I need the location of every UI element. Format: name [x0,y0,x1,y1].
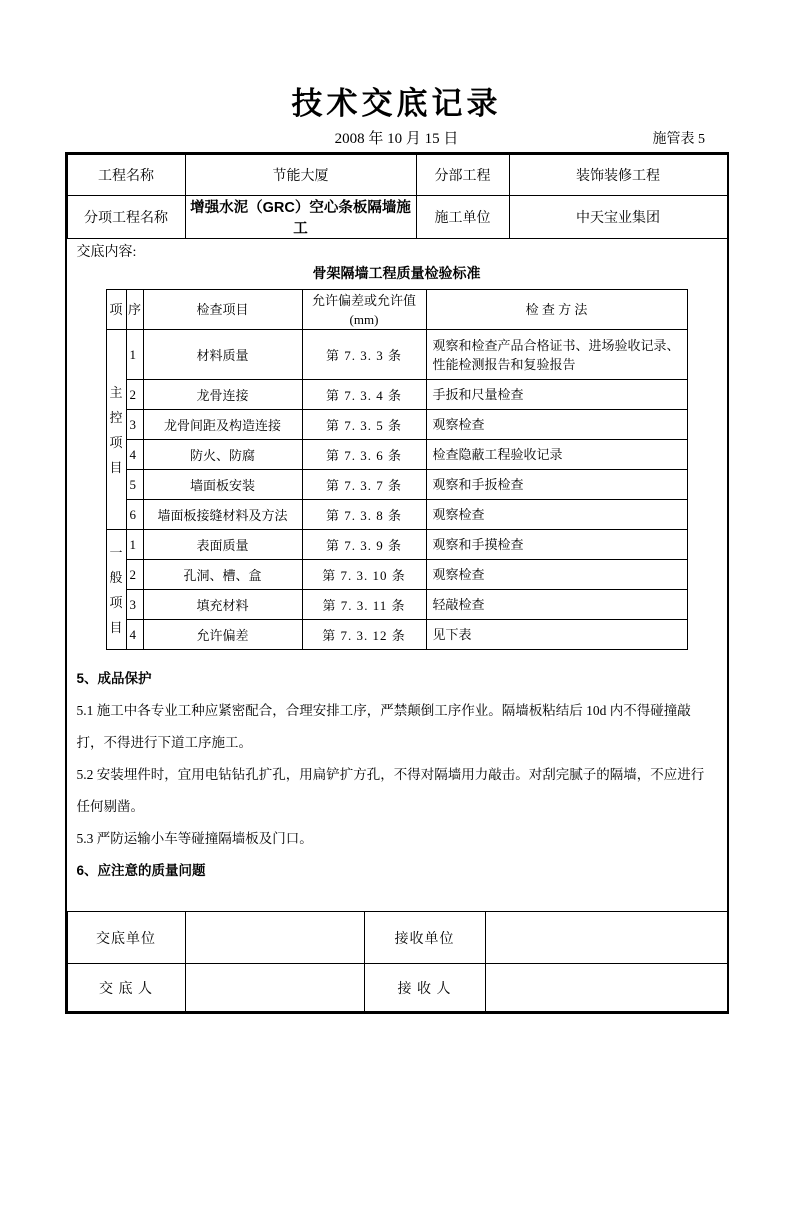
section-heading-5: 5、成品保护 [76,671,152,686]
paragraph-5-1: 5.1 施工中各专业工种应紧密配合，合理安排工序，严禁颠倒工序作业。隔墙板粘结后 10d 内不得碰撞敲打，不得进行下道工序施工。 [76,703,691,750]
row-seq: 2 [126,560,143,590]
division-work-value: 装饰装修工程 [509,155,727,196]
date-row [0,130,793,148]
discloser-value[interactable] [185,964,364,1012]
document-frame [65,152,729,1014]
col-header-tolerance [302,290,426,330]
division-work-label: 分部工程 [416,155,509,196]
page-title: 技术交底记录 [291,86,502,121]
section-heading-6: 6、应注意的质量问题 [76,863,206,878]
row-method: 观察检查 [426,560,687,590]
col-header-seq: 序 [126,290,143,330]
table-row [106,620,687,650]
row-seq: 5 [126,470,143,500]
row-check-item: 允许偏差 [143,620,302,650]
quality-table-title: 骨架隔墙工程质量检验标准 [312,265,481,281]
row-tolerance: 第 7. 3. 10 条 [302,560,426,590]
table-row [106,560,687,590]
table-row [106,440,687,470]
row-seq: 1 [126,530,143,560]
row-check-item: 墙面板接缝材料及方法 [143,500,302,530]
project-name-label: 工程名称 [67,155,185,196]
table-row [106,330,687,380]
disclosure-content-cell [67,239,727,911]
row-check-item: 表面质量 [143,530,302,560]
row-tolerance: 第 7. 3. 6 条 [302,440,426,470]
row-check-item: 防火、防腐 [143,440,302,470]
row-seq: 4 [126,440,143,470]
row-method: 观察和手扳检查 [426,470,687,500]
col-header-check-item: 检查项目 [143,290,302,330]
signature-row-units [67,912,727,964]
row-method: 检查隐蔽工程验收记录 [426,440,687,470]
row-seq: 4 [126,620,143,650]
table-row [106,410,687,440]
subproject-name-value: 增强水泥（GRC）空心条板隔墙施工 [185,196,416,239]
discloser-label: 交 底 人 [67,964,185,1012]
row-seq: 6 [126,500,143,530]
signature-table [67,911,728,1012]
receiving-unit-label: 接收单位 [364,912,485,964]
row-check-item: 填充材料 [143,590,302,620]
paragraph-5-3: 5.3 严防运输小车等碰撞隔墙板及门口。 [76,831,313,846]
row-method: 观察和手摸检查 [426,530,687,560]
row-tolerance: 第 7. 3. 11 条 [302,590,426,620]
row-method: 轻敲检查 [426,590,687,620]
notes-section [77,663,717,887]
signature-row-persons [67,964,727,1012]
construction-unit-value: 中天宝业集团 [509,196,727,239]
document-date: 2008 年 10 月 15 日 [334,131,459,147]
quality-standard-table [106,289,688,650]
project-info-table [67,154,728,239]
row-seq: 3 [126,590,143,620]
construction-unit-label: 施工单位 [416,196,509,239]
document-page [0,86,793,1208]
receiver-label: 接 收 人 [364,964,485,1012]
row-method: 见下表 [426,620,687,650]
row-check-item: 龙骨连接 [143,380,302,410]
quality-header-row [106,290,687,330]
row-seq: 1 [126,330,143,380]
disclosing-unit-value[interactable] [185,912,364,964]
table-row [106,380,687,410]
info-row-subproject [67,196,727,239]
row-seq: 2 [126,380,143,410]
project-name-value: 节能大厦 [185,155,416,196]
row-check-item: 材料质量 [143,330,302,380]
row-seq: 3 [126,410,143,440]
table-row [106,530,687,560]
row-tolerance: 第 7. 3. 5 条 [302,410,426,440]
row-tolerance: 第 7. 3. 9 条 [302,530,426,560]
row-method: 观察和检查产品合格证书、进场验收记录、性能检测报告和复验报告 [426,330,687,380]
receiver-value[interactable] [485,964,727,1012]
row-method: 手扳和尺量检查 [426,380,687,410]
group-label-general: 一般项目 [106,530,126,650]
row-tolerance: 第 7. 3. 8 条 [302,500,426,530]
group-label-main-control: 主控项目 [106,330,126,530]
row-method: 观察检查 [426,500,687,530]
row-check-item: 墙面板安装 [143,470,302,500]
row-tolerance: 第 7. 3. 7 条 [302,470,426,500]
col-header-tolerance-line1: 允许偏差或允许值 [311,292,416,308]
row-tolerance: 第 7. 3. 12 条 [302,620,426,650]
col-header-method: 检 查 方 法 [426,290,687,330]
table-row [106,590,687,620]
table-row [106,500,687,530]
col-header-item-group: 项 [106,290,126,330]
disclosing-unit-label: 交底单位 [67,912,185,964]
row-check-item: 龙骨间距及构造连接 [143,410,302,440]
receiving-unit-value[interactable] [485,912,727,964]
row-method: 观察检查 [426,410,687,440]
form-number: 施管表 5 [652,132,705,147]
row-tolerance: 第 7. 3. 3 条 [302,330,426,380]
content-label: 交底内容: [76,245,137,260]
info-row-project [67,155,727,196]
row-tolerance: 第 7. 3. 4 条 [302,380,426,410]
row-check-item: 孔洞、槽、盒 [143,560,302,590]
col-header-tolerance-line2: (mm) [349,311,379,327]
table-row [106,470,687,500]
paragraph-5-2: 5.2 安装埋件时，宜用电钻钻孔扩孔，用扁铲扩方孔，不得对隔墙用力敲击。对刮完腻子的隔墙，不应进行任何剔凿。 [76,767,705,814]
subproject-name-label: 分项工程名称 [67,196,185,239]
